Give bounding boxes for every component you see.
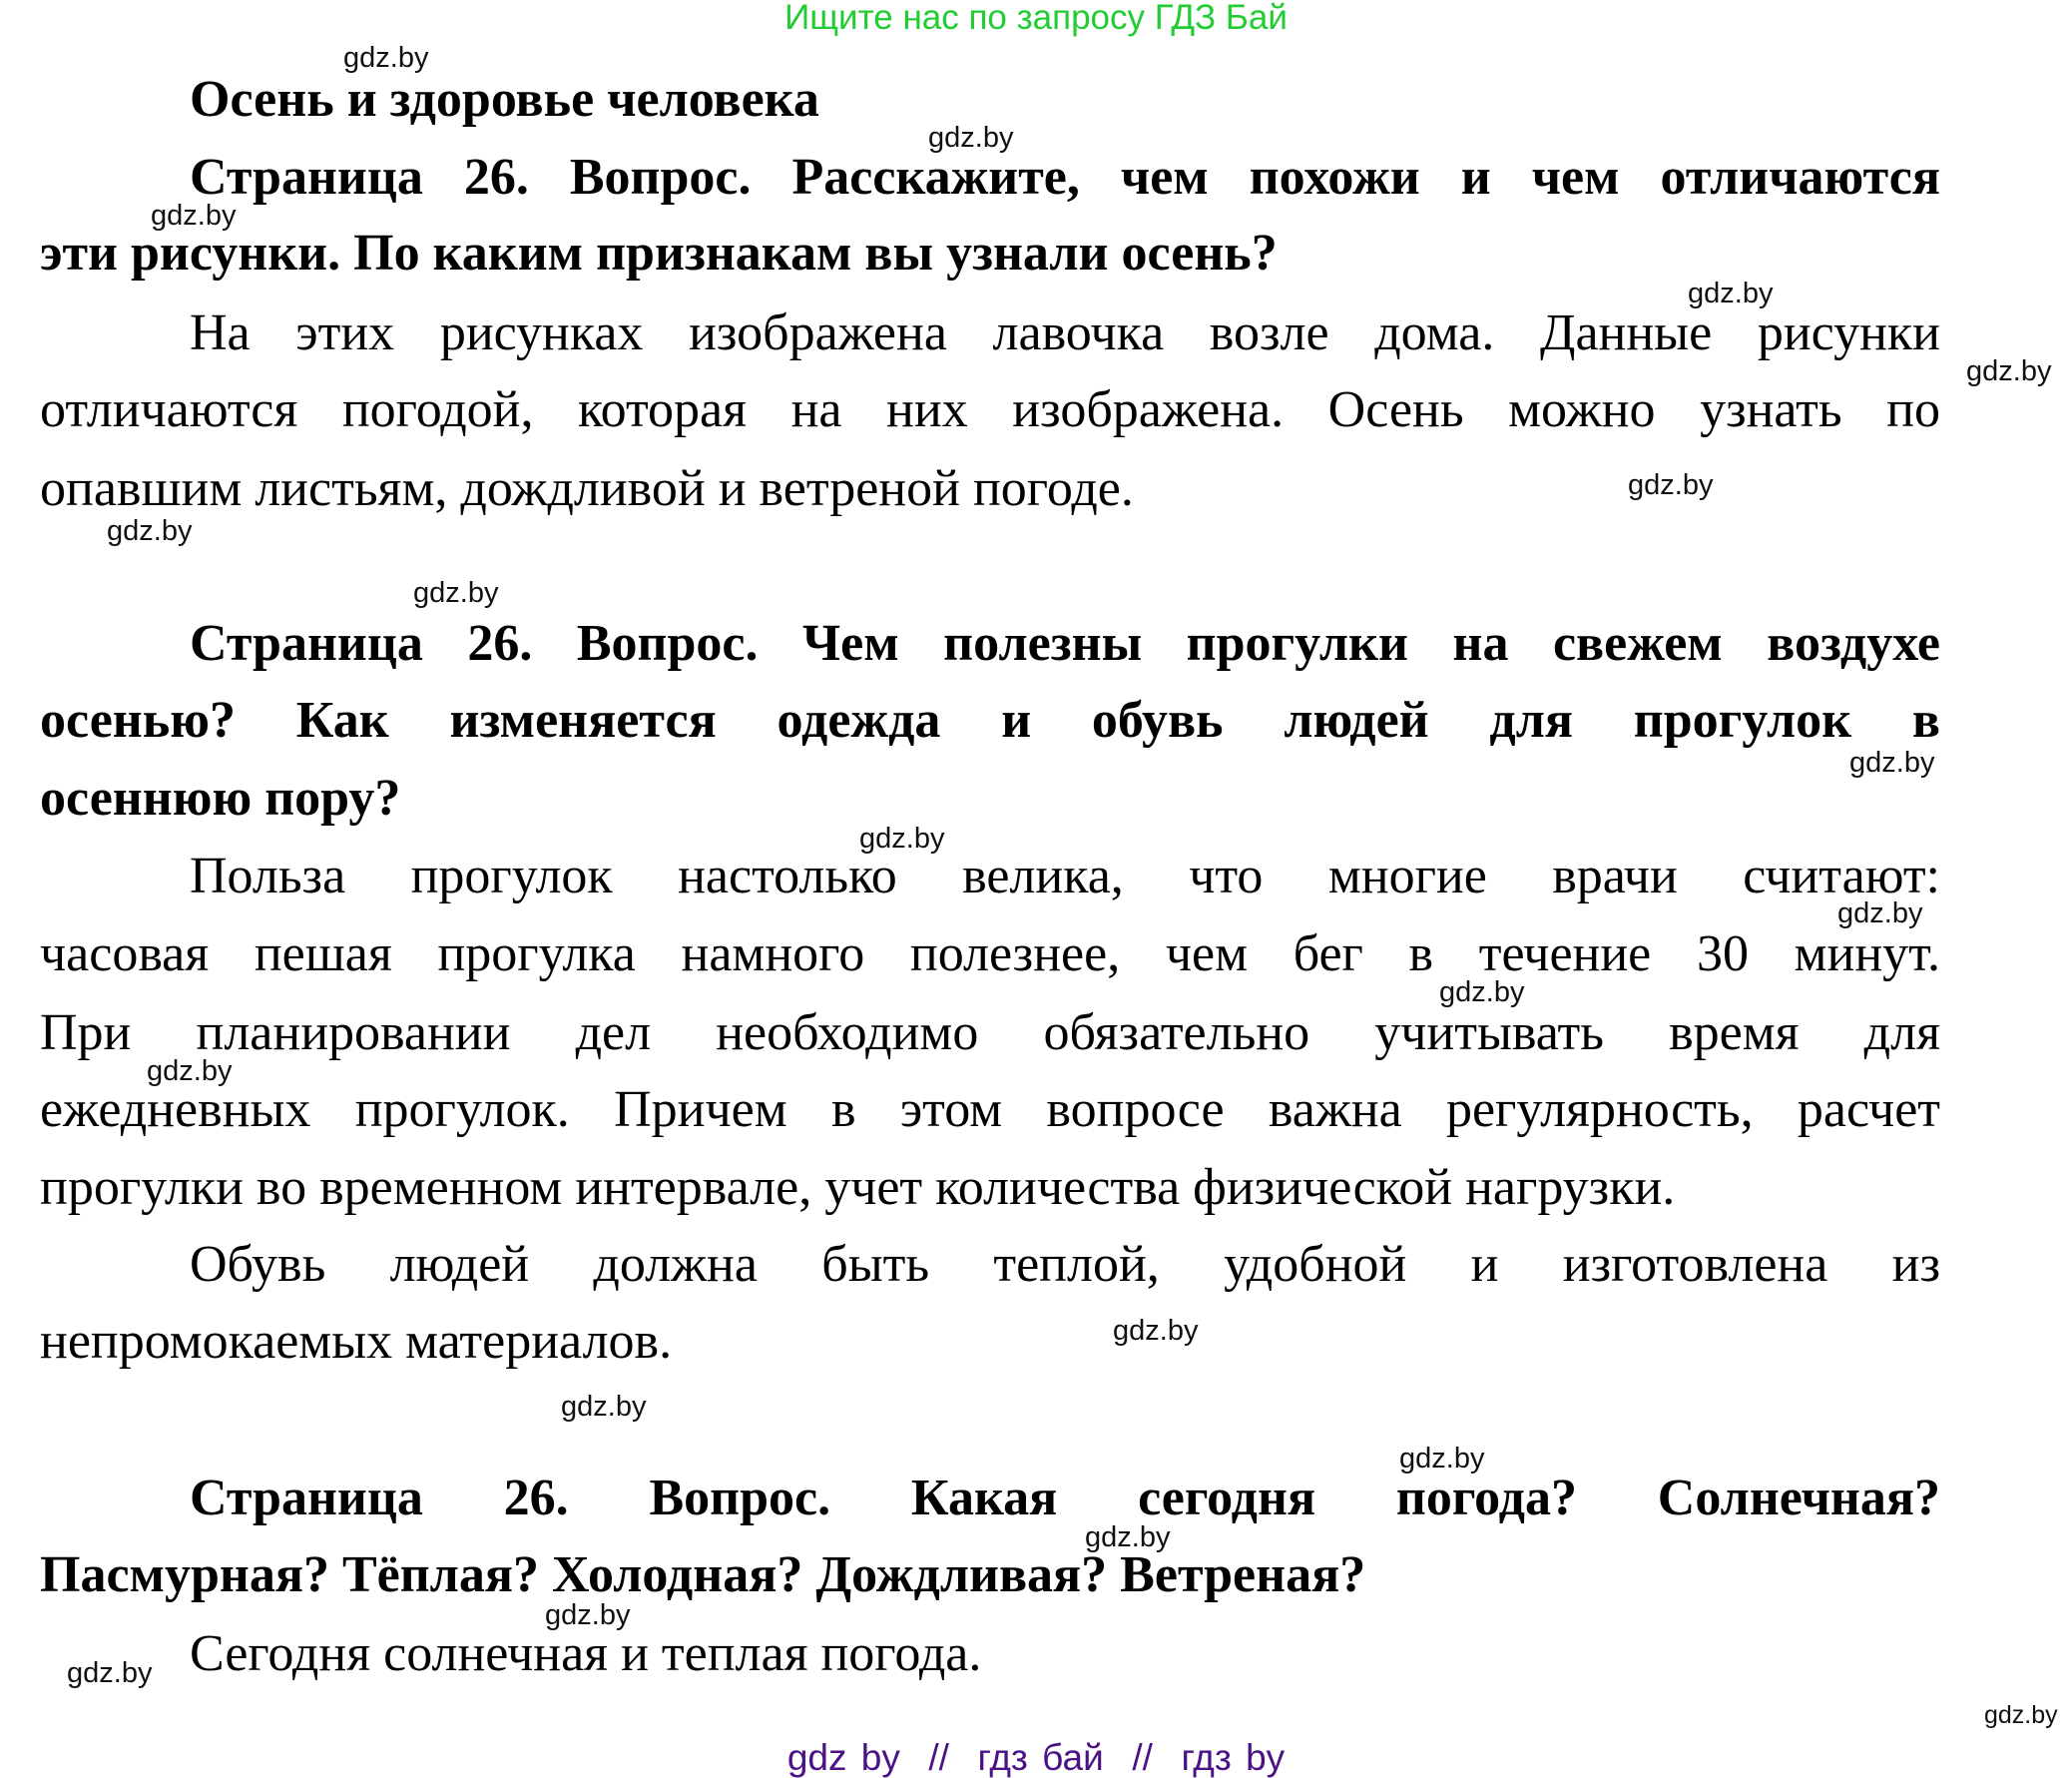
watermark-text: gdz.by [151,200,237,232]
text-line: отличаются погодой, которая на них изображена. Осень можно узнать по [40,381,1940,438]
footer-links: gdz by // гдз бай // гдз by [786,1737,1286,1778]
watermark-text: gdz.by [545,1599,631,1631]
watermark-text: gdz.by [1688,278,1774,309]
watermark-text: gdz.by [928,122,1014,154]
watermark-text: gdz.by [1849,747,1935,779]
watermark-text: gdz.by [1966,355,2052,387]
heading-line: Пасмурная? Тёплая? Холодная? Дождливая? Ветреная? [40,1546,1366,1603]
watermark-text: gdz.by [561,1391,647,1423]
watermark-text: gdz.by [1085,1521,1171,1553]
heading-line: осенью? Как изменяется одежда и обувь людей для прогулок в [40,692,1940,749]
watermark-text: gdz.by [413,577,499,609]
watermark-text: gdz.by [1837,897,1923,929]
heading-line: осеннюю пору? [40,770,401,827]
watermark-text: gdz.by [343,42,429,74]
watermark-text: gdz.by [1984,1701,2058,1729]
watermark-text: gdz.by [67,1657,153,1689]
heading-line: эти рисунки. По каким признакам вы узнали осень? [40,225,1278,282]
text-line: прогулки во временном интервале, учет количества физической нагрузки. [40,1159,1676,1216]
watermark-text: gdz.by [859,823,945,855]
watermark-text: gdz.by [107,515,193,547]
text-line: опавшим листьям, дождливой и ветреной погоде. [40,460,1134,517]
search-banner: Ищите нас по запросу ГДЗ Бай [784,0,1288,37]
heading-line: Страница 26. Вопрос. Расскажите, чем похожи и чем отличаются [190,149,1940,206]
heading-line: Страница 26. Вопрос. Какая сегодня погода? Солнечная? [190,1470,1940,1526]
heading-line: Страница 26. Вопрос. Чем полезны прогулки на свежем воздухе [190,615,1940,672]
watermark-text: gdz.by [1439,976,1525,1008]
text-line: часовая пешая прогулка намного полезнее, чем бег в течение 30 минут. [40,925,1940,982]
text-line: ежедневных прогулок. Причем в этом вопросе важна регулярность, расчет [40,1081,1940,1138]
watermark-text: gdz.by [147,1055,233,1087]
watermark-text: gdz.by [1113,1315,1199,1347]
watermark-text: gdz.by [1399,1443,1485,1475]
text-line: При планировании дел необходимо обязательно учитывать время для [40,1004,1940,1061]
text-line: Обувь людей должна быть теплой, удобной и изготовлена из [190,1236,1940,1293]
text-line: На этих рисунках изображена лавочка возле дома. Данные рисунки [190,304,1940,361]
text-line: непромокаемых материалов. [40,1313,673,1370]
text-line: Сегодня солнечная и теплая погода. [190,1625,982,1682]
heading-line: Осень и здоровье человека [190,71,819,128]
text-line: Польза прогулок настолько велика, что многие врачи считают: [190,848,1940,904]
watermark-text: gdz.by [1628,469,1714,501]
